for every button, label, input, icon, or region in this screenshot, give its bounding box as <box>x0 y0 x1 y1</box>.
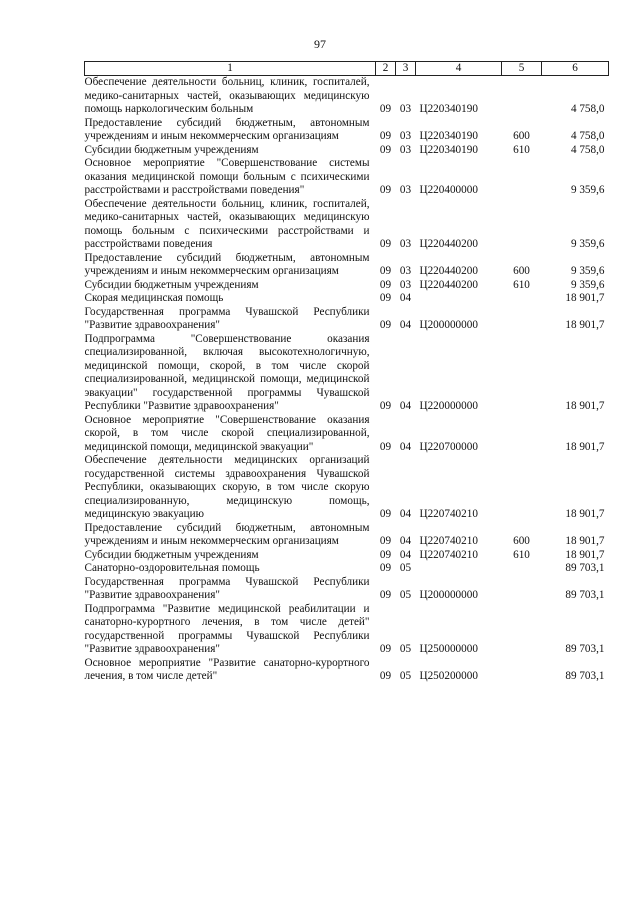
table-row <box>85 198 609 252</box>
row-section: 09 <box>379 238 392 250</box>
row-subsection: 03 <box>399 103 412 115</box>
row-subsection: 03 <box>399 130 412 142</box>
row-section: 09 <box>379 265 392 277</box>
row-target-article: Ц250200000 <box>419 670 478 682</box>
row-amount: 9 359,6 <box>570 238 605 250</box>
row-name: Основное мероприятие "Совершенствование системы оказания медицинской помощи больным с психическими расстройствами и расстройствами поведения" <box>84 157 370 196</box>
table-row <box>85 657 609 684</box>
row-expense-type <box>502 333 542 414</box>
row-subsection: 03 <box>399 143 412 156</box>
table-row <box>85 252 609 279</box>
row-name: Санаторно-оздоровительная помощь <box>84 562 260 574</box>
row-subsection: 05 <box>399 670 412 682</box>
table-row <box>85 549 609 563</box>
row-target-article <box>416 292 502 306</box>
row-amount: 18 901,7 <box>565 440 605 453</box>
row-section: 09 <box>379 184 392 196</box>
row-expense-type <box>502 562 542 576</box>
page-number: 97 <box>314 37 326 51</box>
row-section: 09 <box>379 589 392 601</box>
row-section: 09 <box>379 440 392 453</box>
table-body <box>85 76 609 684</box>
row-subsection: 04 <box>399 440 412 453</box>
row-expense-type: 600 <box>513 130 530 142</box>
row-amount: 4 758,0 <box>570 103 605 115</box>
row-section: 09 <box>379 400 392 412</box>
row-name: Обеспечение деятельности больниц, клиник, госпиталей, медико-санитарных частей, оказывающих медицинскую помощь наркологическим больным <box>84 76 370 115</box>
row-expense-type: 600 <box>513 265 530 277</box>
table-row <box>85 76 609 117</box>
row-expense-type <box>502 292 542 306</box>
row-name: Подпрограмма "Совершенствование оказания специализированной, включая высокотехнологичную, медицинской помощи, скорой, в том числе скорой специализированной, медицинской помощи, медицинской эвакуации" государственной программы Чувашской Республики "Развитие здравоохранения" <box>84 332 370 412</box>
row-name: Субсидии бюджетным учреждениям <box>84 548 259 561</box>
row-amount: 89 703,1 <box>565 643 605 655</box>
row-subsection: 04 <box>399 508 412 520</box>
column-header-subsection: 3 <box>396 62 416 76</box>
row-amount: 18 901,7 <box>565 292 605 304</box>
row-section: 09 <box>379 508 392 520</box>
column-header-name: 1 <box>85 62 376 76</box>
row-target-article: Ц250000000 <box>419 643 478 655</box>
row-section: 09 <box>379 130 392 142</box>
table-row <box>85 562 609 576</box>
row-target-article: Ц220740210 <box>419 548 478 561</box>
row-name: Основное мероприятие "Развитие санаторно-курортного лечения, в том числе детей" <box>84 656 370 682</box>
row-section: 09 <box>379 535 392 547</box>
row-target-article: Ц220740210 <box>419 508 478 520</box>
column-header-section: 2 <box>376 62 396 76</box>
row-expense-type <box>502 603 542 657</box>
row-target-article: Ц220440200 <box>419 278 478 291</box>
row-subsection: 04 <box>399 535 412 547</box>
row-expense-type: 610 <box>513 548 530 561</box>
row-amount: 89 703,1 <box>565 562 605 574</box>
row-expense-type <box>502 576 542 603</box>
row-target-article: Ц220340190 <box>419 103 478 115</box>
row-target-article: Ц220340190 <box>419 143 478 156</box>
row-expense-type: 610 <box>513 143 530 156</box>
row-amount: 18 901,7 <box>565 319 605 331</box>
row-subsection: 03 <box>399 265 412 277</box>
row-amount: 4 758,0 <box>570 130 605 142</box>
row-target-article: Ц220400000 <box>419 184 478 196</box>
row-name: Предоставление субсидий бюджетным, автономным учреждениям и иным некоммерческим организациям <box>84 521 370 547</box>
row-name: Государственная программа Чувашской Республики "Развитие здравоохранения" <box>84 575 370 601</box>
table-row <box>85 292 609 306</box>
column-header-expense-type: 5 <box>502 62 542 76</box>
row-subsection: 03 <box>399 238 412 250</box>
row-subsection: 03 <box>399 278 412 291</box>
row-target-article: Ц220740210 <box>419 535 478 547</box>
row-target-article: Ц220700000 <box>419 440 478 453</box>
row-section: 09 <box>379 643 392 655</box>
row-section: 09 <box>379 562 392 574</box>
row-section: 09 <box>379 143 392 156</box>
row-name: Обеспечение деятельности медицинских организаций государственной системы здравоохранения Чувашской Республики, оказывающих скорую, в том числе скорую специализированную, медицинскую помощь, медицинскую эвакуацию <box>84 454 370 520</box>
row-name: Основное мероприятие "Совершенствование оказания скорой, в том числе скорой специализированной, медицинской помощи, медицинской эвакуации" <box>84 413 370 453</box>
row-amount: 18 901,7 <box>565 535 605 547</box>
row-subsection: 05 <box>399 589 412 601</box>
row-target-article: Ц200000000 <box>419 589 478 601</box>
row-name: Государственная программа Чувашской Республики "Развитие здравоохранения" <box>84 305 370 331</box>
table-row <box>85 522 609 549</box>
row-amount: 89 703,1 <box>565 670 605 682</box>
column-header-amount: 6 <box>542 62 609 76</box>
table-row <box>85 333 609 414</box>
row-section: 09 <box>379 319 392 331</box>
row-section: 09 <box>379 670 392 682</box>
row-amount: 18 901,7 <box>565 508 605 520</box>
row-name: Предоставление субсидий бюджетным, автономным учреждениям и иным некоммерческим организациям <box>84 116 370 142</box>
table-header-row <box>85 62 609 76</box>
row-expense-type <box>502 657 542 684</box>
table-row <box>85 279 609 293</box>
row-section: 09 <box>379 292 392 304</box>
row-expense-type <box>502 76 542 117</box>
row-expense-type <box>502 157 542 198</box>
row-section: 09 <box>379 548 392 561</box>
row-section: 09 <box>379 103 392 115</box>
row-expense-type <box>502 198 542 252</box>
row-expense-type: 600 <box>513 535 530 547</box>
row-subsection: 04 <box>399 400 412 412</box>
row-target-article: Ц200000000 <box>419 319 478 331</box>
table-row <box>85 144 609 158</box>
table-row <box>85 454 609 522</box>
row-name: Субсидии бюджетным учреждениям <box>84 143 259 156</box>
table-row <box>85 306 609 333</box>
column-header-target-article: 4 <box>416 62 502 76</box>
row-subsection: 05 <box>399 562 412 574</box>
row-subsection: 04 <box>399 548 412 561</box>
row-amount: 89 703,1 <box>565 589 605 601</box>
row-amount: 4 758,0 <box>570 143 605 156</box>
row-subsection: 04 <box>399 319 412 331</box>
row-amount: 9 359,6 <box>570 184 605 196</box>
table-row <box>85 414 609 455</box>
table-row <box>85 157 609 198</box>
table-row <box>85 576 609 603</box>
row-target-article: Ц220340190 <box>419 130 478 142</box>
row-expense-type: 610 <box>513 278 530 291</box>
row-amount: 18 901,7 <box>565 548 605 561</box>
budget-table <box>84 61 609 684</box>
row-name: Субсидии бюджетным учреждениям <box>84 278 259 291</box>
row-name: Скорая медицинская помощь <box>84 292 224 304</box>
row-subsection: 03 <box>399 184 412 196</box>
row-target-article: Ц220000000 <box>419 400 478 412</box>
row-expense-type <box>502 454 542 522</box>
row-name: Подпрограмма "Развитие медицинской реабилитации и санаторно-курортного лечения, в том числе детей" государственной программы Чувашской Республики "Развитие здравоохранения" <box>84 602 370 655</box>
row-subsection: 05 <box>399 643 412 655</box>
row-target-article <box>416 562 502 576</box>
row-target-article: Ц220440200 <box>419 265 478 277</box>
row-target-article: Ц220440200 <box>419 238 478 250</box>
row-amount: 18 901,7 <box>565 400 605 412</box>
table-row <box>85 603 609 657</box>
row-section: 09 <box>379 278 392 291</box>
row-amount: 9 359,6 <box>570 278 605 291</box>
row-name: Предоставление субсидий бюджетным, автономным учреждениям и иным некоммерческим организациям <box>84 251 370 277</box>
row-expense-type <box>502 414 542 455</box>
row-expense-type <box>502 306 542 333</box>
row-name: Обеспечение деятельности больниц, клиник, госпиталей, медико-санитарных частей, оказывающих медицинскую помощь больным с психическими расстройствами и расстройствами поведения <box>84 197 370 250</box>
row-subsection: 04 <box>399 292 412 304</box>
table-row <box>85 117 609 144</box>
row-amount: 9 359,6 <box>570 265 605 277</box>
